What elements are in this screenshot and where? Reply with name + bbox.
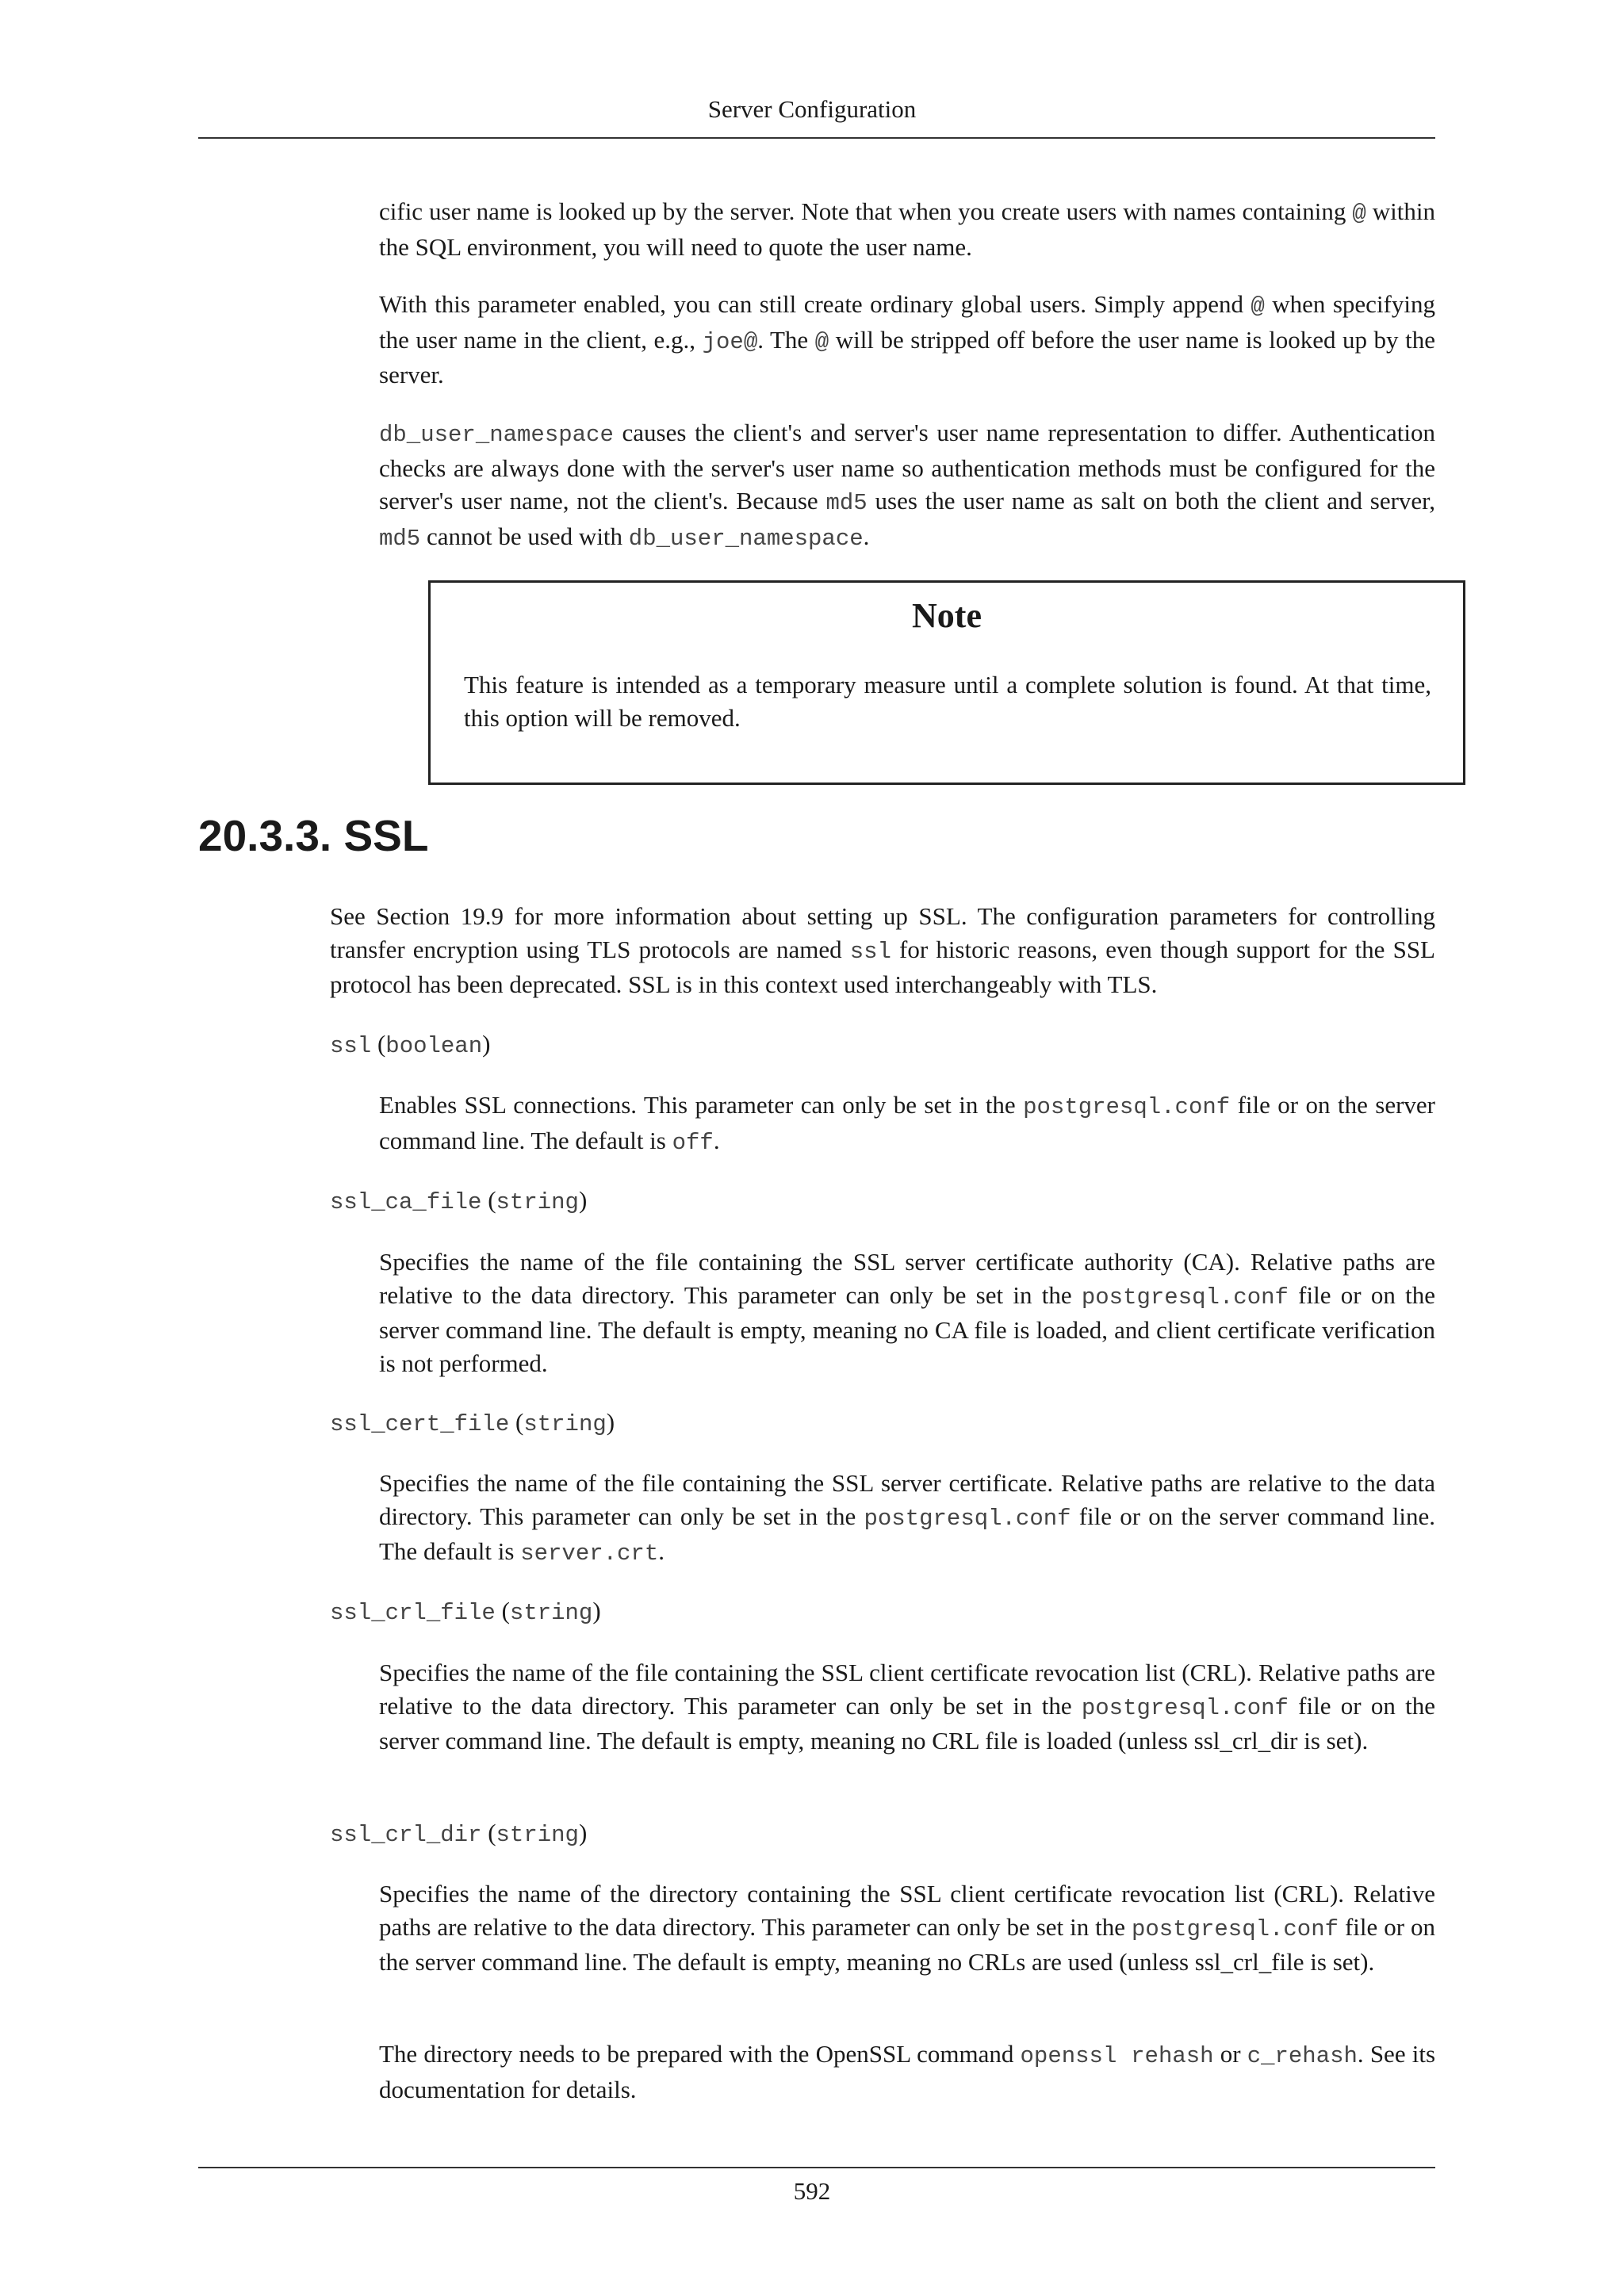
paragraph-db-user-namespace: db_user_namespace causes the client's and server's user name representation to differ. Authentication checks are always done with the server's user name so authentication methods must be configured for the server's user name, not the client's. Because md5 uses the user name as salt on both the client and server, md5 cannot be used with db_user_namespace. xyxy=(379,419,1435,552)
param-term-ssl-cert-file: ssl_cert_file (string) xyxy=(330,1408,615,1437)
paragraph-global-users: With this parameter enabled, you can still create ordinary global users. Simply append @ when specifying the user name in the client, e.g., joe@. The @ will be stripped off before the user name is looked up by the server. xyxy=(379,290,1435,388)
param-term-ssl: ssl (boolean) xyxy=(330,1030,491,1059)
param-desc-ssl-cert-file: Specifies the name of the file containing the SSL server certificate. Relative paths are relative to the data directory. This parameter can only be set in the postgresql.conf file or on the server command line. The default is server.crt. xyxy=(379,1469,1435,1567)
note-box xyxy=(428,580,1465,785)
param-desc-ssl-crl-dir: Specifies the name of the directory containing the SSL client certificate revocation list (CRL). Relative paths are relative to the data directory. This parameter can only be set in the postgresql.conf file or on the server command line. The default is empty, meaning no CRLs are used (unless ssl_crl_file is set). xyxy=(379,1880,1435,1976)
section-intro: See Section 19.9 for more information about setting up SSL. The configuration parameters for controlling transfer encryption using TLS protocols are named ssl for historic reasons, even though support for the SSL protocol has been deprecated. SSL is in this context used interchangeably with TLS. xyxy=(330,902,1435,998)
param-term-ssl-ca-file: ssl_ca_file (string) xyxy=(330,1186,588,1215)
footer-rule xyxy=(198,2167,1435,2168)
param-desc-ssl-ca-file: Specifies the name of the file containing the SSL server certificate authority (CA). Relative paths are relative to the data directory. This parameter can only be set in the postgresql.conf file or on the server command line. The default is empty, meaning no CA file is loaded, and client certificate verification is not performed. xyxy=(379,1248,1435,1377)
param-desc-ssl-crl-file: Specifies the name of the file containing the SSL client certificate revocation list (CRL). Relative paths are relative to the data directory. This parameter can only be set in the postgresql.conf file or on the server command line. The default is empty, meaning no CRL file is loaded (unless ssl_crl_dir is set). xyxy=(379,1659,1435,1755)
paragraph-user-name-quote: cific user name is looked up by the server. Note that when you create users with names containing @ within the SQL environment, you will need to quote the user name. xyxy=(379,197,1435,261)
param-desc-ssl: Enables SSL connections. This parameter can only be set in the postgresql.conf file or on the server command line. The default is off. xyxy=(379,1091,1435,1156)
running-header-title: Server Configuration xyxy=(707,95,917,123)
note-title: Note xyxy=(912,596,982,635)
param-term-ssl-crl-dir: ssl_crl_dir (string) xyxy=(330,1819,588,1848)
page-number: 592 xyxy=(793,2177,831,2205)
section-heading: 20.3.3. SSL xyxy=(198,811,429,860)
param-desc-ssl-crl-dir-rehash: The directory needs to be prepared with the OpenSSL command openssl rehash or c_rehash. See its documentation for details. xyxy=(379,2040,1436,2103)
header-rule xyxy=(198,137,1435,139)
note-text: This feature is intended as a temporary measure until a complete solution is found. At that time, this option will be removed. xyxy=(464,671,1431,732)
param-term-ssl-crl-file: ssl_crl_file (string) xyxy=(330,1597,601,1626)
